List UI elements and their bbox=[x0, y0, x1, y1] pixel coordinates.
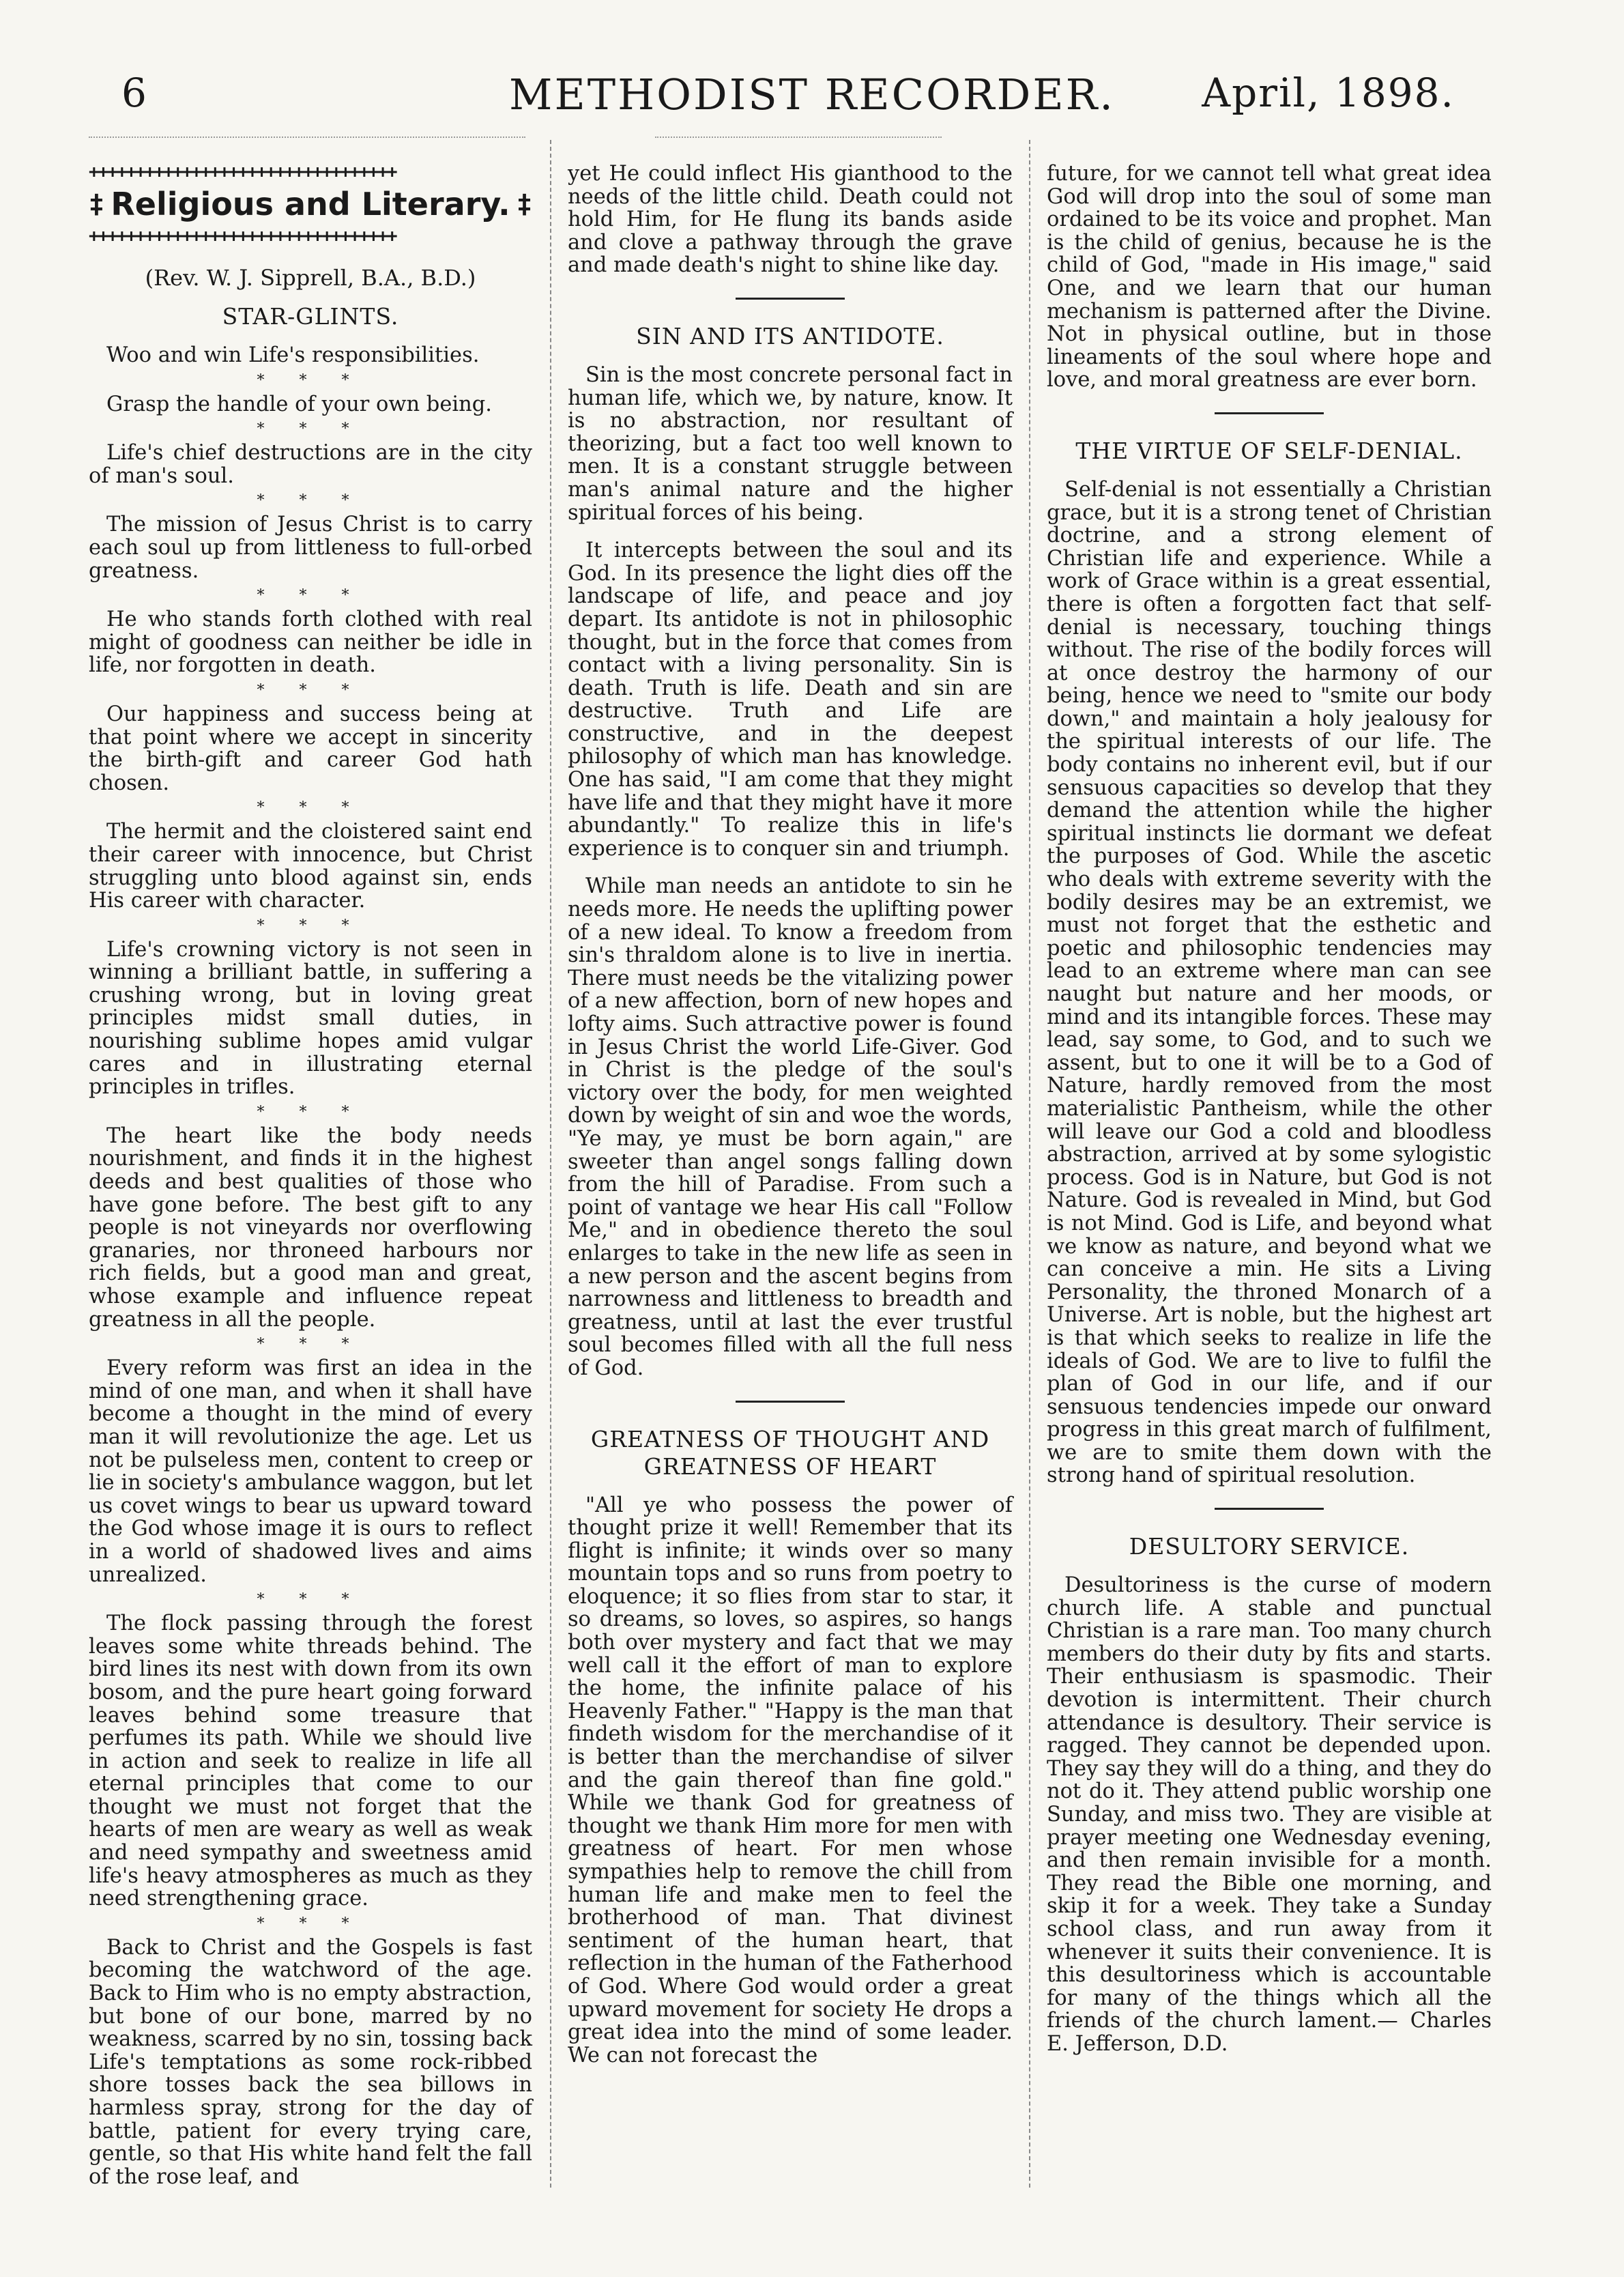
page-header bbox=[0, 70, 1624, 131]
cross-border-top: +++++++++++++++++++++++++++++++++ bbox=[89, 162, 396, 182]
continued-paragraph: yet He could inflect His gianthood to the needs of the little child. Death could not hold Him, for He flung its bands aside and clove a pathway through the grave and made death's night to shine like day. bbox=[568, 162, 1013, 278]
article-paragraph: "All ye who possess the power of thought prize it well! Remember that its flight is infinite; it winds over so many mountain tops and so runs from poetry to eloquence; it so flies from star to star, it so dreams, so loves, so aspires, so hangs both over mystery and fact that we may well call it the effort of man to explore the home, the infinite palace of his Heavenly Father." "Happy is the man that findeth wisdom for the merchandise of it is better than the merchandise of silver and the gain thereof than fine gold." While we thank God for greatness of thought we thank Him more for men with greatness of heart. For men whose sympathies help to remove the chill from human life and make men to feel the brotherhood of man. That divinest sentiment of the human heart, that reflection in the human of the Fatherhood of God. Where God would order a great upward movement for society He drops a great idea into the mind of some leader. We can not forecast the bbox=[568, 1493, 1013, 2067]
glint-item: The flock passing through the forest leaves some white threads behind. The bird lines its nest with down from its own bosom, and the pure heart going forward leaves behind some treasure that perfumes its path. While we should live in action and seek to realize in life all eternal principles that come to our thought we must not forget that the hearts of men are weary as well as weak and need sympathy and sweetness amid life's heavy atmospheres as much as they need strengthening grace. bbox=[89, 1612, 532, 1911]
glint-item: The mission of Jesus Christ is to carry each soul up from littleness to full-orbed greatness. bbox=[89, 513, 532, 583]
continued-paragraph: future, for we cannot tell what great idea God will drop into the soul of some man ordained to be its voice and prophet. Man is the child of genius, because he is the child of God, "made in His image," said One, and we learn that our human mechanism is patterned after the Divine. Not in physical outline, but in those lineaments of the soul where hope and love, and moral greatness are ever born. bbox=[1047, 162, 1492, 392]
publication-title: METHODIST RECORDER. bbox=[509, 70, 1115, 119]
glint-item: Life's crowning victory is not seen in winning a brilliant battle, in suffering a crushing wrong, but in loving great principles midst small duties, in nourishing sublime hopes amid vulgar cares and in illustrating eternal principles in trifles. bbox=[89, 937, 532, 1100]
article-paragraph: While man needs an antidote to sin he needs more. He needs the uplifting power of a new ideal. To know a freedom from sin's thraldom alone is to live in inertia. There must needs be the vitalizing power of a new affection, born of new hopes and lofty aims. Such attractive power is found in Jesus Christ the world Life-Giver. God in Christ is the pledge of the soul's victory over the body, for men weighted down by weight of sin and woe the words, "Ye may, ye must be born again," are sweeter than angel songs falling down from the hill of Paradise. From such a point of vantage we hear His call "Follow Me," and in obedience thereto the soul enlarges to take in the new life as seen in a new person and the ascent begins from narrowness and littleness to breadth and greatness, until at last the ever trustful soul becomes filled with all the full ness of God. bbox=[568, 874, 1013, 1380]
column-divider bbox=[1029, 140, 1030, 2188]
column-1 bbox=[89, 162, 532, 2203]
glint-item: Grasp the handle of your own being. bbox=[106, 392, 492, 416]
article-heading: GREATNESS OF THOUGHT AND GREATNESS OF HEART bbox=[590, 1425, 990, 1480]
glint-item: The heart like the body needs nourishment, and finds it in the highest deeds and best qualities of those who have gone before. The best gift to any people is not vineyards nor overflowing granaries, nor throneed harbours nor rich fields, but a good man and great, whose example and influence repeat greatness in all the people. bbox=[89, 1123, 532, 1332]
double-dagger-mark: ‡ bbox=[89, 189, 104, 219]
section-rule bbox=[736, 1401, 845, 1403]
double-dagger-mark: ‡ bbox=[517, 189, 532, 219]
byline: (Rev. W. J. Sipprell, B.A., B.D.) bbox=[145, 265, 476, 291]
column-3 bbox=[1047, 162, 1492, 2071]
star-separator: * * * bbox=[257, 1915, 364, 1932]
star-separator: * * * bbox=[257, 799, 364, 817]
article-heading: STAR-GLINTS. bbox=[222, 303, 399, 330]
top-rule bbox=[655, 137, 942, 138]
glint-item: He who stands forth clothed with real might of goodness can neither be idle in life, nor forgotten in death. bbox=[89, 607, 532, 678]
section-title: Religious and Literary. bbox=[111, 186, 510, 223]
glint-item: Every reform was first an idea in the mind of one man, and when it shall have become a thought in the mind of every man it will revolutionize the age. Let us not be pulseless men, content to creep or lie in society's ambulance waggon, but let us covet wings to bear us upward toward the God whose image it is ours to reflect in a world of shadowed lives and aims unrealized. bbox=[89, 1356, 532, 1587]
article-heading: THE VIRTUE OF SELF-DENIAL. bbox=[1075, 437, 1463, 464]
section-rule bbox=[1215, 1508, 1324, 1510]
glint-item: The hermit and the cloistered saint end their career with innocence, but Christ struggling unto blood against sin, ends His career with character. bbox=[89, 820, 532, 913]
article-heading: SIN AND ITS ANTIDOTE. bbox=[636, 322, 944, 349]
star-separator: * * * bbox=[257, 587, 364, 605]
star-separator: * * * bbox=[257, 371, 364, 389]
glint-item: Life's chief destructions are in the city of man's soul. bbox=[89, 441, 532, 488]
section-rule bbox=[736, 298, 845, 300]
article-paragraph: Self-denial is not essentially a Christian grace, but it is a strong tenet of Christian doctrine, and a strong element of Christian life and experience. While a work of Grace within is a great essential, there is often a forgotten fact that self-denial is necessary, touching things without. The rise of the bodily forces will at once destroy the harmony of our being, hence we need to "smite our body down," and maintain a holy jealousy for the spiritual interests of our life. The body contains no inherent evil, but if our sensuous capacities so develop that they demand the attention while the higher spiritual instincts lie dormant we defeat the purposes of God. While the ascetic who deals with extreme severity with the bodily desires may be an extremist, we must not forget that the esthetic and poetic and philosophic tendencies may lead to an extreme where man can see naught but nature and her moods, or mind and its intangible forces. These may lead, say some, to God, and to such we assent, but to one it will be to a God of Nature, hardly removed from the most materialistic Pantheism, while the other will leave our God a cold and bloodless abstraction, arrived at by some sylogistic process. God is in Nature, but God is not Nature. God is revealed in Mind, but God is not Mind. God is Life, and beyond what we know as nature, and beyond what we can conceive a min. He sits a Living Personality, the throned Monarch of a Universe. Art is noble, but the highest art is that which seeks to realize in life the ideals of God. We are to live to fulfil the plan of God in our life, and if our sensuous tendencies impede our onward progress in this great march of fulfilment, we are to smite them down with the strong hand of spiritual resolution. bbox=[1047, 477, 1492, 1488]
article-paragraph: Sin is the most concrete personal fact in human life, which we, by nature, know. It is no abstraction, nor resultant of theorizing, but a fact too well known to men. It is a constant struggle between man's animal nature and the higher spiritual forces of his being. bbox=[568, 362, 1013, 525]
article-paragraph: It intercepts between the soul and its God. In its presence the light dies off the landscape of life, and peace and joy depart. Its antidote is not in philosophic thought, but in the force that comes from contact with a living personality. Sin is death. Truth is life. Death and sin are destructive. Truth and Life are constructive, and in the deepest philosophy of which man has knowledge. One has said, "I am come that they might have life and that they might have it more abundantly." To realize this in life's experience is to conquer sin and triumph. bbox=[568, 539, 1013, 861]
star-separator: * * * bbox=[257, 1103, 364, 1121]
star-separator: * * * bbox=[257, 681, 364, 699]
column-divider bbox=[550, 140, 551, 2188]
star-separator: * * * bbox=[257, 1336, 364, 1354]
issue-date: April, 1898. bbox=[1202, 70, 1455, 116]
cross-border-bottom: +++++++++++++++++++++++++++++++++ bbox=[89, 227, 396, 246]
star-separator: * * * bbox=[257, 917, 364, 934]
glint-item: Our happiness and success being at that point where we accept in sincerity the birth-gift and career God hath chosen. bbox=[89, 702, 532, 795]
star-separator: * * * bbox=[257, 492, 364, 510]
article-paragraph: Desultoriness is the curse of modern church life. A stable and punctual Christian is a rare man. Too many church members do their duty by fits and starts. Their enthusiasm is spasmodic. Their devotion is intermittent. Their church attendance is desultory. Their service is ragged. They cannot be depended upon. They say they will do a thing, and they do not do it. They attend public worship one Sunday, and miss two. They are visible at prayer meeting one Wednesday evening, and then remain invisible for a month. They read the Bible one morning, and skip it for a week. They take a Sunday school class, and run away from it whenever it suits their convenience. It is this desultoriness which is accountable for many of the things which all the friends of the church lament.— Charles E. Jefferson, D.D. bbox=[1047, 1573, 1492, 2056]
glint-item: Woo and win Life's responsibilities. bbox=[106, 343, 480, 367]
column-2 bbox=[568, 162, 1013, 2082]
star-separator: * * * bbox=[257, 1591, 364, 1609]
section-title-box bbox=[89, 182, 532, 227]
glint-item: Back to Christ and the Gospels is fast becoming the watchword of the age. Back to Him who is no empty abstraction, but bone of our bone, marred by no weakness, scarred by no sin, tossing back Life's temptations as some rock-ribbed shore tosses back the sea billows in harmless spray, strong for the day of battle, patient for every trying care, gentle, so that His white hand felt the fall of the rose leaf, and bbox=[89, 1935, 532, 2189]
page-number: 6 bbox=[121, 70, 147, 116]
star-separator: * * * bbox=[257, 420, 364, 438]
top-rule bbox=[89, 137, 525, 138]
article-heading: DESULTORY SERVICE. bbox=[1129, 1533, 1410, 1560]
section-rule bbox=[1215, 412, 1324, 414]
